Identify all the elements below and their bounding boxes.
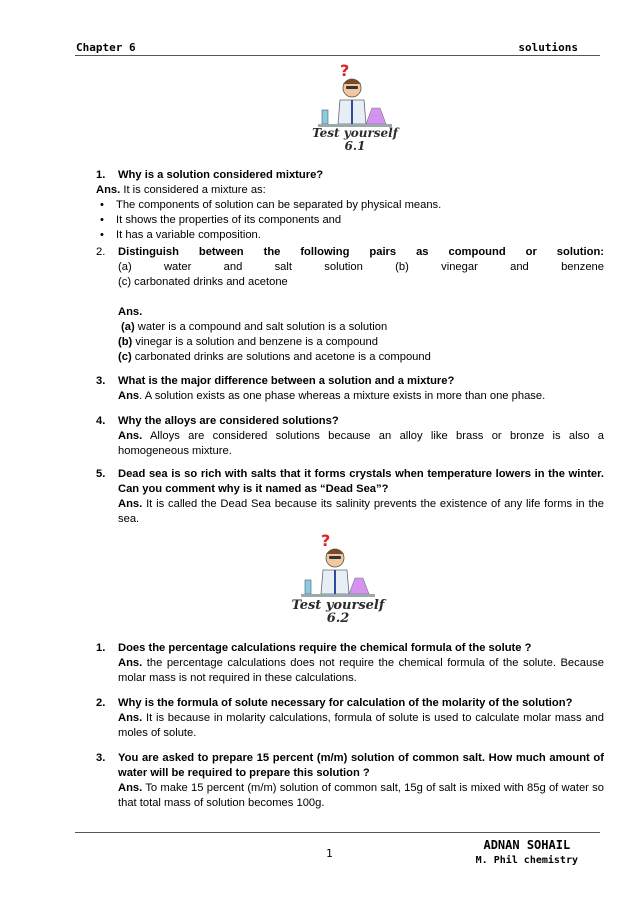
question-block-1-5 xyxy=(78,467,604,527)
answer-text: It is called the Dead Sea because its salinity prevents the existence of any life forms in the sea. xyxy=(118,498,604,525)
author-degree: M. Phil chemistry xyxy=(475,855,578,866)
test-yourself-title: Test yourself xyxy=(312,126,398,140)
chapter-header: Chapter 6 xyxy=(76,41,136,54)
question-block-1-2 xyxy=(78,245,604,365)
question-block-2-2 xyxy=(78,696,604,741)
answer-label: Ans. xyxy=(118,430,143,442)
answer-text: It is because in molarity calculations, formula of solute is used to calculate molar mass and moles of solute. xyxy=(118,712,604,739)
test-yourself-number: 6.2 xyxy=(326,611,350,626)
answer-label: Ans xyxy=(118,390,140,402)
pair-line-a-b: (a) water and salt solution (b) vinegar and benzene xyxy=(118,261,604,273)
question-block-1-1 xyxy=(78,168,604,243)
topic-header: solutions xyxy=(518,41,578,54)
question-number: 5. xyxy=(96,468,106,480)
question-block-1-3 xyxy=(78,374,604,404)
question-number: 4. xyxy=(96,415,106,427)
list-item: • The components of solution can be separated by physical means. xyxy=(78,198,604,213)
question-number: 3. xyxy=(96,752,106,764)
answer-part-text: water is a compound and salt solution is a solution xyxy=(134,321,388,333)
question-text: Why the alloys are considered solutions? xyxy=(118,415,339,427)
answer-part-text: carbonated drinks are solutions and acetone is a compound xyxy=(131,351,431,363)
list-item: • It shows the properties of its components and xyxy=(78,213,604,228)
question-text: Dead sea is so rich with salts that it forms crystals when temperature lowers in the winter. Can you comment why is it named as “Dead Sea”? xyxy=(118,468,604,495)
answer-label: Ans. xyxy=(118,782,143,794)
question-block-2-3 xyxy=(78,751,604,811)
footer-divider xyxy=(75,832,600,833)
answer-part-label: (b) xyxy=(118,336,133,348)
test-yourself-number: 6.1 xyxy=(344,139,366,153)
question-number: 2. xyxy=(96,697,106,709)
pair-line-c: (c) carbonated drinks and acetone xyxy=(118,276,288,288)
page-number: 1 xyxy=(326,847,333,860)
question-block-2-1 xyxy=(78,641,604,686)
answer-bullet-list xyxy=(78,198,604,243)
question-number: 1. xyxy=(96,169,106,181)
svg-text:?: ? xyxy=(340,62,350,80)
svg-text:?: ? xyxy=(321,532,331,550)
list-item: • It has a variable composition. xyxy=(78,228,604,243)
author-name: ADNAN SOHAIL xyxy=(483,838,571,852)
question-number: 3. xyxy=(96,375,106,387)
question-text: Does the percentage calculations require the chemical formula of the solute ? xyxy=(118,642,532,654)
author-block xyxy=(476,838,578,868)
answer-label: Ans. xyxy=(118,712,143,724)
question-text: You are asked to prepare 15 percent (m/m) solution of common salt. How much amount of water will be required to prepare this solution ? xyxy=(118,752,604,779)
answer-label: Ans. xyxy=(118,306,143,318)
answer-text: To make 15 percent (m/m) solution of common salt, 15g of salt is mixed with 85g of water so that total mass of solution becomes 100g. xyxy=(118,782,604,809)
answer-label: Ans. xyxy=(96,184,121,196)
answer-text: Alloys are considered solutions because an alloy like brass or bronze is also a homogeneous mixture. xyxy=(118,430,604,457)
question-text: Distinguish between the following pairs as compound or solution: xyxy=(118,246,604,258)
answer-part-label: (c) xyxy=(118,351,132,363)
question-text: Why is a solution considered mixture? xyxy=(118,169,324,181)
answer-label: Ans. xyxy=(118,498,143,510)
answer-text: the percentage calculations does not require the chemical formula of the solute. Because molar mass is not required in these calculations. xyxy=(118,657,604,684)
question-text: Why is the formula of solute necessary for calculation of the molarity of the solution? xyxy=(118,697,573,709)
answer-text: . A solution exists as one phase whereas a mixture exists in more than one phase. xyxy=(139,390,546,402)
test-yourself-title: Test yourself xyxy=(291,598,385,613)
question-block-1-4 xyxy=(78,414,604,459)
question-number: 2. xyxy=(96,246,106,258)
question-text: What is the major difference between a solution and a mixture? xyxy=(118,375,455,387)
question-number: 1. xyxy=(96,642,106,654)
test-yourself-illustration xyxy=(283,532,393,626)
answer-text: It is considered a mixture as: xyxy=(120,184,266,196)
answer-part-text: vinegar is a solution and benzene is a compound xyxy=(132,336,378,348)
test-yourself-illustration xyxy=(300,62,410,152)
header-divider xyxy=(75,55,600,56)
answer-part-label: (a) xyxy=(121,321,135,333)
answer-label: Ans. xyxy=(118,657,143,669)
